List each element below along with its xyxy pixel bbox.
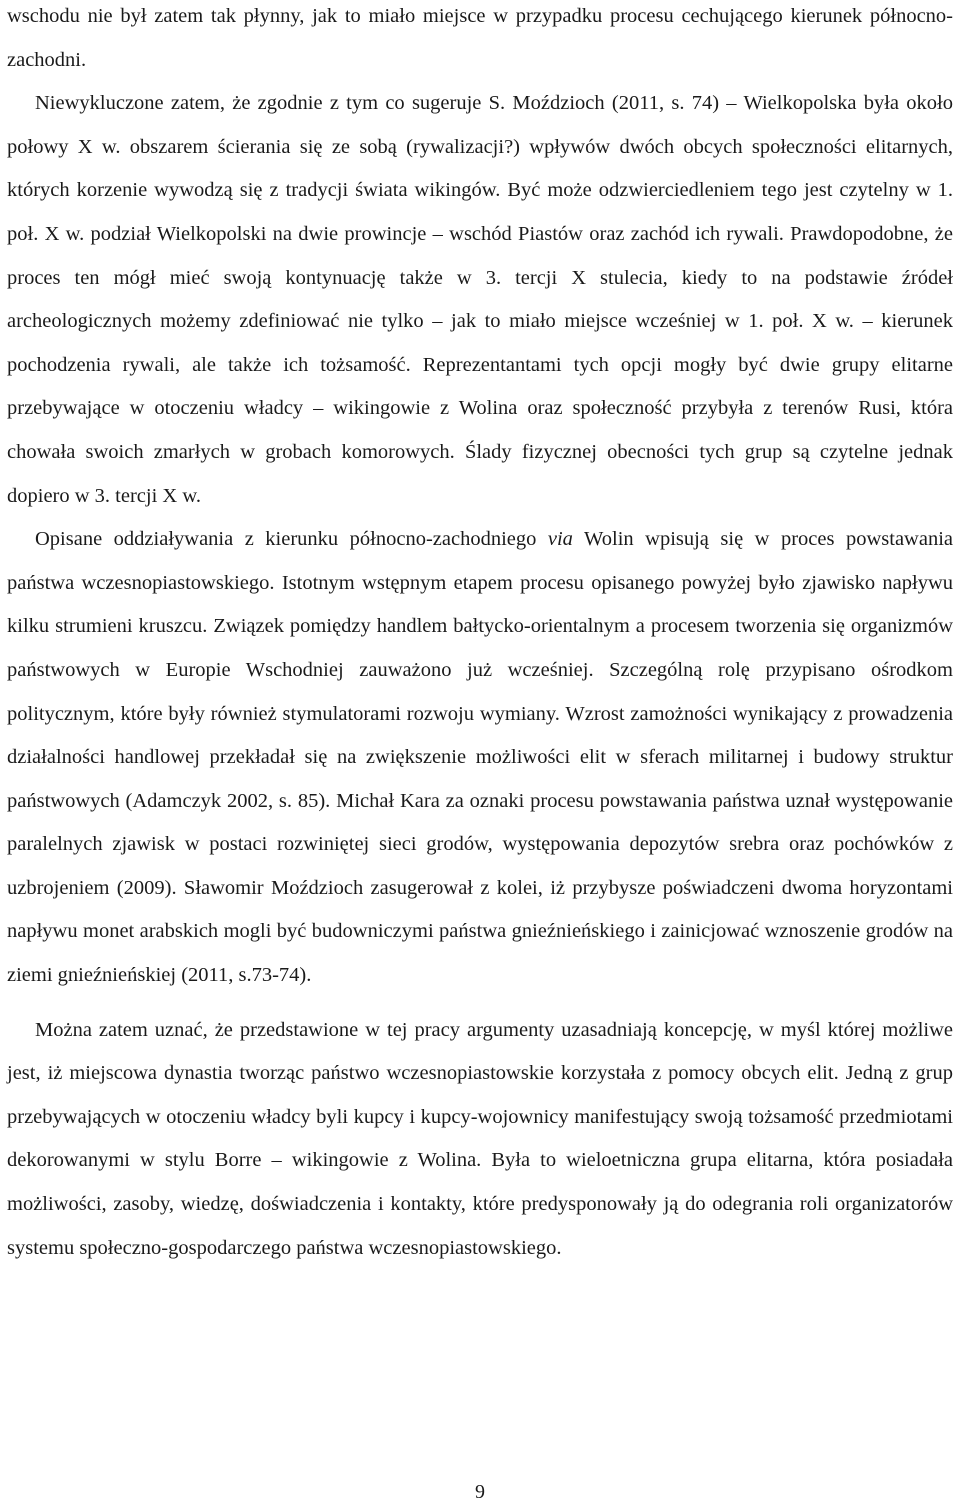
paragraph-text: wschodu nie był zatem tak płynny, jak to miało miejsce w przypadku procesu cechującego kierunek północno-zachodni.	[7, 5, 953, 71]
paragraph-state-formation	[7, 518, 953, 998]
page-number: 9	[475, 1481, 485, 1503]
paragraph-italic-term: via	[547, 528, 573, 551]
paragraph-text-end: Wolin wpisują się w proces powstawania państwa wczesnopiastowskiego. Istotnym wstępnym etapem procesu opisanego powyżej było zjawisko napływu kilku strumieni kruszcu. Związek pomiędzy handlem bałtycko-orientalnym a procesem tworzenia się organizmów państwowych w Europie Wschodniej zauważono już wcześniej. Szczególną rolę przypisano ośrodkom politycznym, które były również stymulatorami rozwoju wymiany. Wzrost zamożności wynikający z prowadzenia działalności handlowej przekładał się na zwiększenie możliwości elit w sferach militarnej i budowy struktur państwowych (Adamczyk 2002, s. 85). Michał Kara za oznaki procesu powstawania państwa uznał występowanie paralelnych zjawisk w postaci rozwiniętej sieci grodów, występowania depozytów srebra oraz pochówków z uzbrojeniem (2009). Sławomir Moździoch zasugerował z kolei, iż przybysze poświadczeni dwoma horyzontami napływu monet arabskich mogli być budowniczymi państwa gnieźnieńskiego i zainicjować wznoszenie grodów na ziemi gnieźnieńskiej (2011, s.73-74).	[7, 528, 953, 987]
paragraph-text-start: Opisane oddziaływania z kierunku północno-zachodniego	[35, 528, 548, 551]
document-page	[7, 0, 953, 1270]
paragraph-text: Można zatem uznać, że przedstawione w tej pracy argumenty uzasadniają koncepcję, w myśl której możliwe jest, iż miejscowa dynastia tworząc państwo wczesnopiastowskie korzystała z pomocy obcych elit. Jedną z grup przebywających w otoczeniu władcy byli kupcy i kupcy-wojownicy manifestujący swoją tożsamość przedmiotami dekorowanymi w stylu Borre – wikingowie z Wolina. Była to wieloetniczna grupa elitarna, która posiadała możliwości, zasoby, wiedzę, doświadczenia i kontakty, które predysponowały ją do odegrania roli organizatorów systemu społeczno-gospodarczego państwa wczesnopiastowskiego.	[7, 1018, 953, 1259]
paragraph-wielkopolska-rivalry	[7, 82, 953, 518]
paragraph-text: Niewykluczone zatem, że zgodnie z tym co sugeruje S. Moździoch (2011, s. 74) – Wielkopolska była około połowy X w. obszarem ścierania się ze sobą (rywalizacji?) wpływów dwóch obcych społeczności elitarnych, których korzenie wywodzą się z tradycji świata wikingów. Być może odzwierciedleniem tego jest czytelny w 1. poł. X w. podział Wielkopolski na dwie prowincje – wschód Piastów oraz zachód ich rywali. Prawdopodobne, że proces ten mógł mieć swoją kontynuację także w 3. tercji X stulecia, kiedy to na podstawie źródeł archeologicznych możemy zdefiniować nie tylko – jak to miało miejsce wcześniej w 1. poł. X w. – kierunek pochodzenia rywali, ale także ich tożsamość. Reprezentantami tych opcji mogły być dwie grupy elitarne przebywające w otoczeniu władcy – wikingowie z Wolina oraz społeczność przybyła z terenów Rusi, która chowała swoich zmarłych w grobach komorowych. Ślady fizycznej obecności tych grup są czytelne jednak dopiero w 3. tercji X w.	[7, 92, 953, 507]
paragraph-continuation	[7, 0, 953, 82]
paragraph-conclusion	[7, 1009, 953, 1271]
